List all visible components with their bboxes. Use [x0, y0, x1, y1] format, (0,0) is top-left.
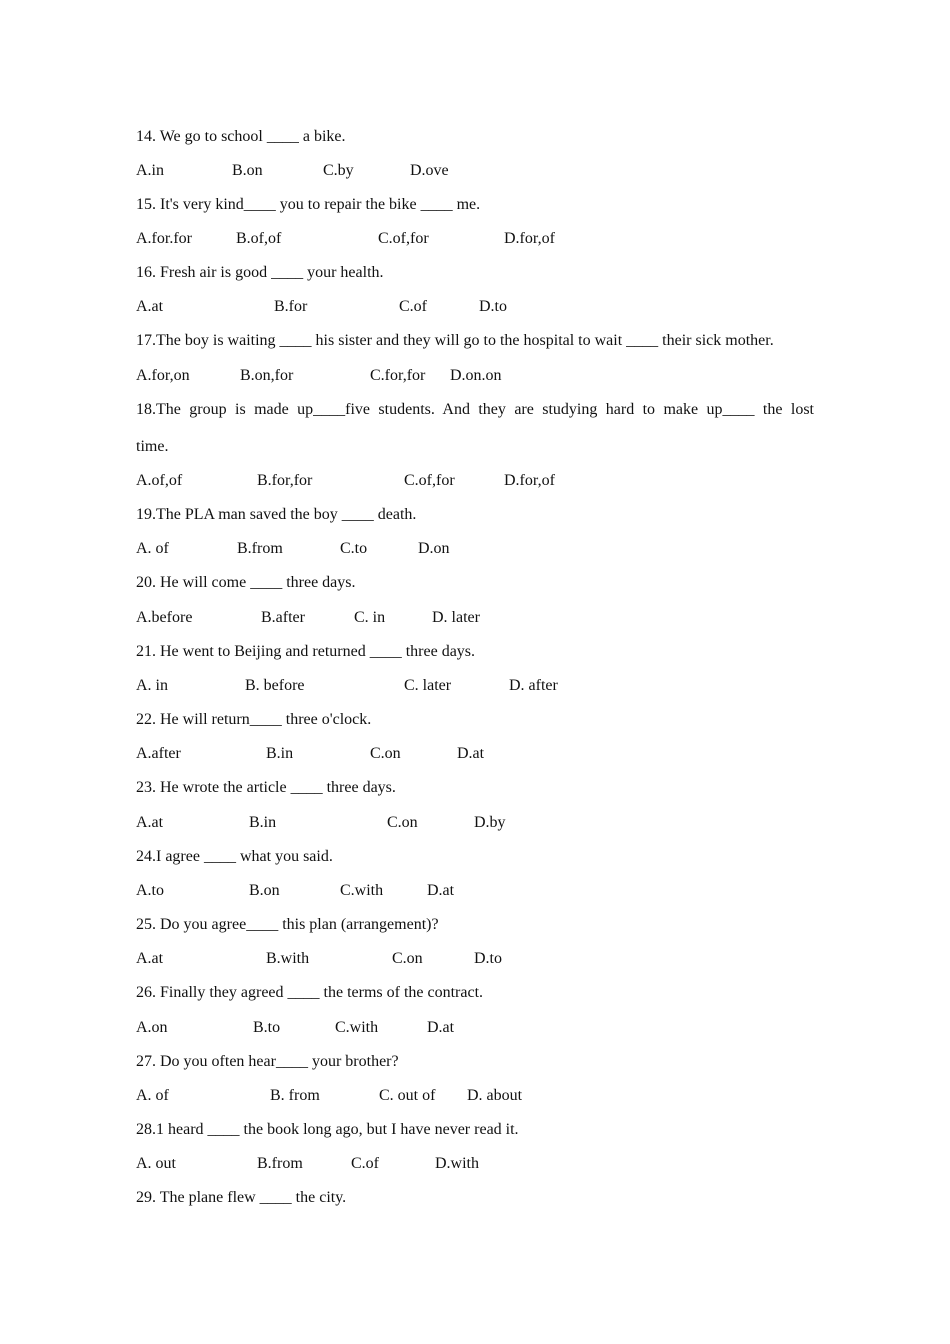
option-b: B. before	[245, 677, 305, 694]
question-21-options	[136, 676, 814, 696]
question-16-options	[136, 297, 814, 317]
question-28-options	[136, 1154, 814, 1174]
question-29-stem: 29. The plane flew ____ the city.	[136, 1189, 347, 1206]
option-b: B.to	[253, 1019, 281, 1036]
option-d: D.on	[418, 540, 450, 557]
question-23-options	[136, 813, 814, 833]
option-a: A. in	[136, 677, 168, 694]
option-b: B.on	[232, 162, 263, 179]
question-18-options	[136, 471, 814, 491]
option-c: C.of,for	[378, 230, 429, 247]
option-a: A. of	[136, 1087, 169, 1104]
question-26-options	[136, 1018, 814, 1038]
option-a: A.after	[136, 745, 181, 762]
option-c: C.with	[340, 882, 384, 899]
option-a: A.at	[136, 950, 164, 967]
option-c: C. later	[404, 677, 452, 694]
question-20-stem: 20. He will come ____ three days.	[136, 574, 356, 591]
option-d: D.at	[427, 1019, 455, 1036]
question-27-stem: 27. Do you often hear____ your brother?	[136, 1053, 399, 1070]
option-d: D.ove	[410, 162, 449, 179]
option-c: C. out of	[379, 1087, 436, 1104]
question-23-stem: 23. He wrote the article ____ three days.	[136, 779, 396, 796]
option-b: B.from	[257, 1155, 303, 1172]
option-d: D.on.on	[450, 367, 502, 384]
option-b: B.in	[249, 814, 277, 831]
option-a: A. out	[136, 1155, 176, 1172]
option-a: A.before	[136, 609, 193, 626]
option-d: D.for,of	[504, 230, 555, 247]
option-c: C.with	[335, 1019, 379, 1036]
option-a: A.at	[136, 814, 164, 831]
option-a: A.for,on	[136, 367, 190, 384]
option-d: D.at	[427, 882, 455, 899]
question-17-options	[136, 366, 814, 386]
question-16-stem: 16. Fresh air is good ____ your health.	[136, 264, 384, 281]
question-25-options	[136, 949, 814, 969]
question-18-stem: 18.The group is made up____five students. And they are studying hard to make up____ the lost	[136, 401, 814, 418]
question-14-options	[136, 161, 814, 181]
option-b: B.in	[266, 745, 294, 762]
option-a: A.for.for	[136, 230, 192, 247]
option-b: B.after	[261, 609, 305, 626]
question-21-stem: 21. He went to Beijing and returned ____ three days.	[136, 643, 476, 660]
question-20-options	[136, 608, 814, 628]
option-c: C.of,for	[404, 472, 455, 489]
question-24-stem: 24.I agree ____ what you said.	[136, 848, 333, 865]
option-b: B.with	[266, 950, 310, 967]
option-d: D.at	[457, 745, 485, 762]
option-c: C.for,for	[370, 367, 426, 384]
option-d: D.to	[479, 298, 507, 315]
option-b: B.on,for	[240, 367, 294, 384]
option-c: C.of	[399, 298, 427, 315]
question-26-stem: 26. Finally they agreed ____ the terms of the contract.	[136, 984, 484, 1001]
option-a: A.at	[136, 298, 164, 315]
option-b: B.for,for	[257, 472, 313, 489]
option-d: D.to	[474, 950, 502, 967]
question-22-options	[136, 744, 814, 764]
option-d: D. after	[509, 677, 558, 694]
question-19-stem: 19.The PLA man saved the boy ____ death.	[136, 506, 417, 523]
option-a: A.of,of	[136, 472, 183, 489]
option-c: C.on	[370, 745, 401, 762]
option-b: B. from	[270, 1087, 320, 1104]
question-15-options	[136, 229, 814, 249]
option-a: A.in	[136, 162, 164, 179]
option-a: A.to	[136, 882, 164, 899]
question-22-stem: 22. He will return____ three o'clock.	[136, 711, 372, 728]
option-d: D.for,of	[504, 472, 555, 489]
question-17-stem: 17.The boy is waiting ____ his sister and they will go to the hospital to wait ____ their sick mother.	[136, 332, 774, 349]
option-b: B.from	[237, 540, 283, 557]
question-24-options	[136, 881, 814, 901]
option-c: C.of	[351, 1155, 379, 1172]
option-c: C. in	[354, 609, 386, 626]
question-27-options	[136, 1086, 814, 1106]
option-b: B.on	[249, 882, 280, 899]
question-14-stem: 14. We go to school ____ a bike.	[136, 128, 346, 145]
option-d: D. about	[467, 1087, 523, 1104]
option-d: D.by	[474, 814, 506, 831]
question-28-stem: 28.1 heard ____ the book long ago, but I have never read it.	[136, 1121, 519, 1138]
option-c: C.to	[340, 540, 368, 557]
question-25-stem: 25. Do you agree____ this plan (arrangement)?	[136, 916, 439, 933]
document-page	[136, 0, 814, 1344]
option-a: A. of	[136, 540, 169, 557]
option-b: B.of,of	[236, 230, 282, 247]
option-c: C.by	[323, 162, 354, 179]
option-d: D.with	[435, 1155, 479, 1172]
question-15-stem: 15. It's very kind____ you to repair the bike ____ me.	[136, 196, 481, 213]
option-c: C.on	[392, 950, 423, 967]
question-18-stem-continued: time.	[136, 438, 169, 455]
option-a: A.on	[136, 1019, 168, 1036]
option-d: D. later	[432, 609, 480, 626]
option-c: C.on	[387, 814, 418, 831]
option-b: B.for	[274, 298, 308, 315]
question-19-options	[136, 539, 814, 559]
